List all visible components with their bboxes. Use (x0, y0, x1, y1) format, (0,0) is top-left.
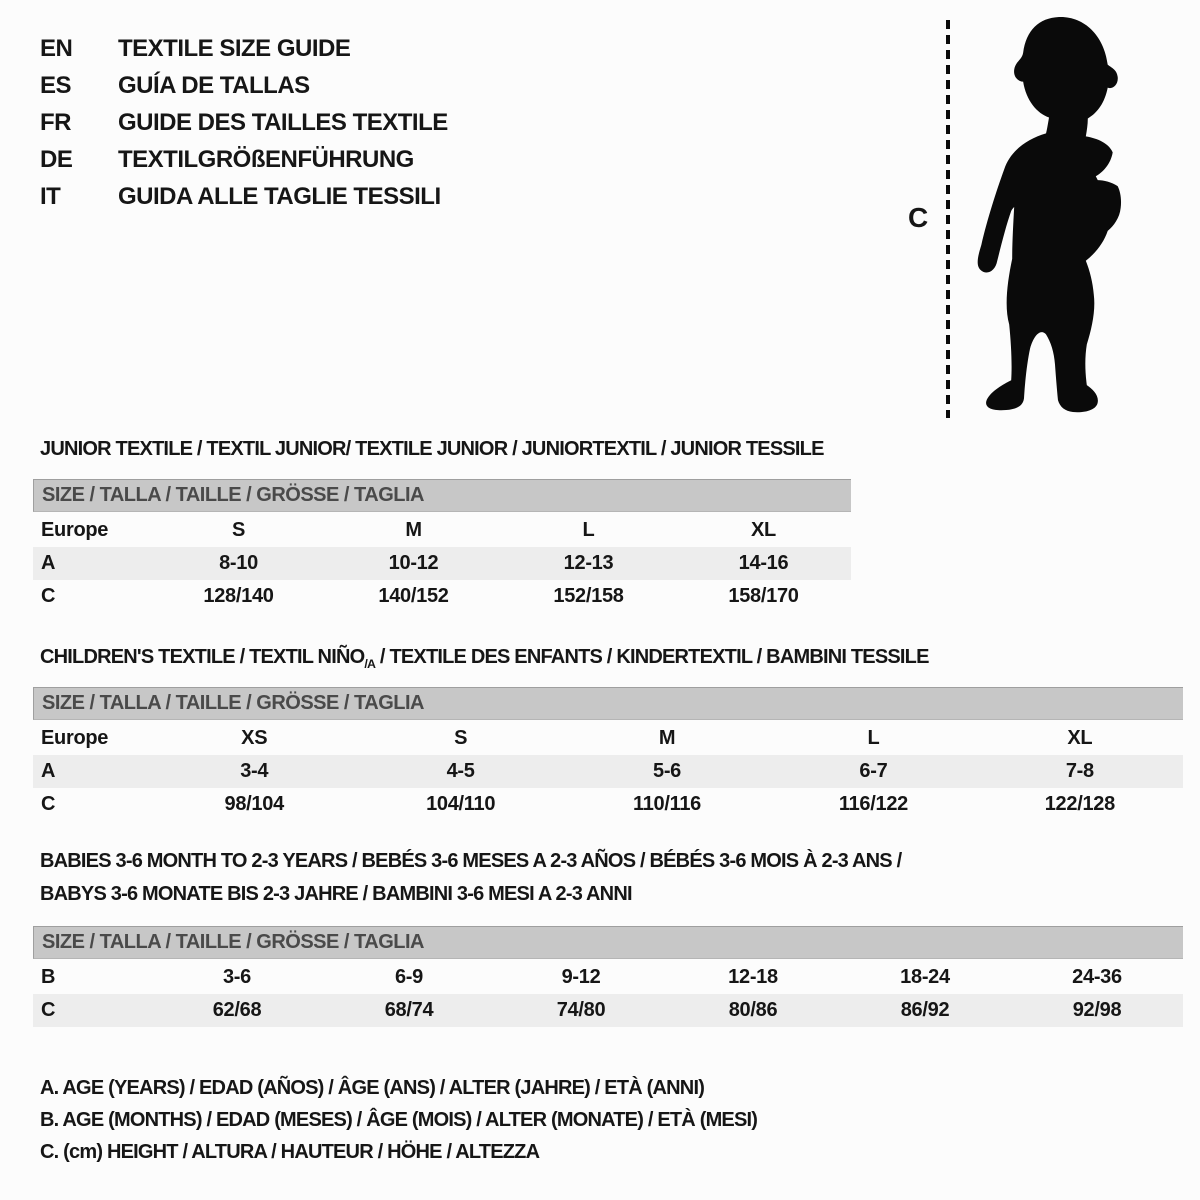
size-cell: M (658, 727, 676, 749)
table-row-age-months (33, 961, 1183, 994)
table-row-height (33, 994, 1183, 1027)
babies-title-line2: BABYS 3-6 MONATE BIS 2-3 JAHRE / BAMBINI 3-6 MESI A 2-3 ANNI (40, 883, 632, 905)
row-label: Europe (41, 519, 109, 541)
guide-title-de: TEXTILGRÖßENFÜHRUNG (118, 145, 414, 173)
age-cell: 12-18 (728, 966, 778, 988)
age-cell: 14-16 (738, 552, 789, 574)
children-title-text: / TEXTILE DES ENFANTS / KINDERTEXTIL / BAMBINI TESSILE (375, 646, 929, 668)
junior-section-title (40, 433, 824, 466)
babies-section-title (40, 845, 901, 911)
age-cell: 18-24 (900, 966, 950, 988)
height-cell: 80/86 (728, 999, 778, 1021)
junior-size-table (33, 479, 851, 613)
language-code: ES (40, 71, 72, 99)
language-row-de (40, 141, 448, 178)
height-cell: 74/80 (556, 999, 606, 1021)
height-cell: 158/170 (728, 585, 799, 607)
legend-line-a: A. AGE (YEARS) / EDAD (AÑOS) / ÂGE (ANS) / ALTER (JAHRE) / ETÀ (ANNI) (40, 1077, 705, 1099)
age-cell: 6-9 (394, 966, 423, 988)
size-header-text: SIZE / TALLA / TAILLE / GRÖSSE / TAGLIA (42, 692, 424, 714)
height-measure-label: C (908, 202, 929, 233)
guide-title-es: GUÍA DE TALLAS (118, 71, 310, 99)
height-cell: 98/104 (224, 793, 284, 815)
toddler-silhouette-icon (962, 13, 1140, 421)
size-cell: M (405, 519, 422, 541)
table-row-age-years (33, 755, 1183, 788)
row-label: A (41, 760, 56, 782)
legend-line-b: B. AGE (MONTHS) / EDAD (MESES) / ÂGE (MOIS) / ALTER (MONATE) / ETÀ (MESI) (40, 1109, 758, 1131)
table-row-europe (33, 514, 851, 547)
language-code: FR (40, 108, 71, 136)
height-cell: 116/122 (838, 793, 908, 815)
size-header-bar (33, 926, 1183, 959)
measurement-legend (40, 1072, 757, 1168)
legend-line-c: C. (cm) HEIGHT / ALTURA / HAUTEUR / HÖHE / ALTEZZA (40, 1141, 540, 1163)
language-code: DE (40, 145, 73, 173)
language-row-it (40, 178, 448, 215)
age-cell: 4-5 (446, 760, 475, 782)
size-cell: S (454, 727, 468, 749)
size-header-bar (33, 479, 851, 512)
guide-title-it: GUIDA ALLE TAGLIE TESSILI (118, 182, 441, 210)
age-cell: 7-8 (1065, 760, 1094, 782)
babies-title-line1: BABIES 3-6 MONTH TO 2-3 YEARS / BEBÉS 3-6 MESES A 2-3 AÑOS / BÉBÉS 3-6 MOIS À 2-3 ANS / (40, 850, 902, 872)
height-cell: 86/92 (900, 999, 950, 1021)
table-row-height (33, 580, 851, 613)
age-cell: 10-12 (388, 552, 439, 574)
children-section-title (40, 641, 929, 681)
size-cell: XL (1067, 727, 1093, 749)
size-cell: L (582, 519, 595, 541)
height-dashed-line (946, 20, 950, 418)
age-cell: 5-6 (653, 760, 682, 782)
row-label: C (41, 793, 56, 815)
height-cell: 122/128 (1044, 793, 1115, 815)
language-row-fr (40, 104, 448, 141)
height-cell: 62/68 (212, 999, 262, 1021)
age-cell: 12-13 (563, 552, 614, 574)
size-cell: XS (241, 727, 268, 749)
row-label: C (41, 999, 56, 1021)
language-code: IT (40, 182, 61, 210)
age-cell: 3-4 (240, 760, 269, 782)
height-cell: 92/98 (1072, 999, 1122, 1021)
size-cell: L (867, 727, 880, 749)
children-title-text: CHILDREN'S TEXTILE / TEXTIL NIÑO (40, 646, 365, 668)
age-cell: 8-10 (219, 552, 258, 574)
age-cell: 9-12 (561, 966, 601, 988)
language-title-list (40, 30, 448, 215)
age-cell: 3-6 (222, 966, 251, 988)
size-cell: XL (751, 519, 776, 541)
row-label: A (41, 552, 56, 574)
language-code: EN (40, 34, 73, 62)
height-cell: 128/140 (203, 585, 274, 607)
size-header-text: SIZE / TALLA / TAILLE / GRÖSSE / TAGLIA (42, 484, 424, 506)
row-label: B (41, 966, 56, 988)
age-cell: 6-7 (859, 760, 888, 782)
row-label: Europe (41, 727, 109, 749)
age-cell: 24-36 (1072, 966, 1122, 988)
height-cell: 152/158 (553, 585, 624, 607)
row-label: C (41, 585, 56, 607)
size-cell: S (231, 519, 246, 541)
guide-title-en: TEXTILE SIZE GUIDE (118, 34, 351, 62)
children-title-sub: /A (364, 657, 376, 671)
height-cell: 68/74 (384, 999, 434, 1021)
height-cell: 140/152 (378, 585, 449, 607)
children-size-table (33, 687, 1183, 821)
guide-title-fr: GUIDE DES TAILLES TEXTILE (118, 108, 448, 136)
babies-size-table (33, 926, 1183, 1027)
size-header-text: SIZE / TALLA / TAILLE / GRÖSSE / TAGLIA (42, 931, 424, 953)
language-row-es (40, 67, 448, 104)
junior-title-text: JUNIOR TEXTILE / TEXTIL JUNIOR/ TEXTILE JUNIOR / JUNIORTEXTIL / JUNIOR TESSILE (40, 438, 824, 460)
height-cell: 104/110 (426, 793, 496, 815)
height-cell: 110/116 (633, 793, 702, 815)
language-row-en (40, 30, 448, 67)
table-row-europe (33, 722, 1183, 755)
table-row-height (33, 788, 1183, 821)
size-header-bar (33, 687, 1183, 720)
table-row-age-years (33, 547, 851, 580)
